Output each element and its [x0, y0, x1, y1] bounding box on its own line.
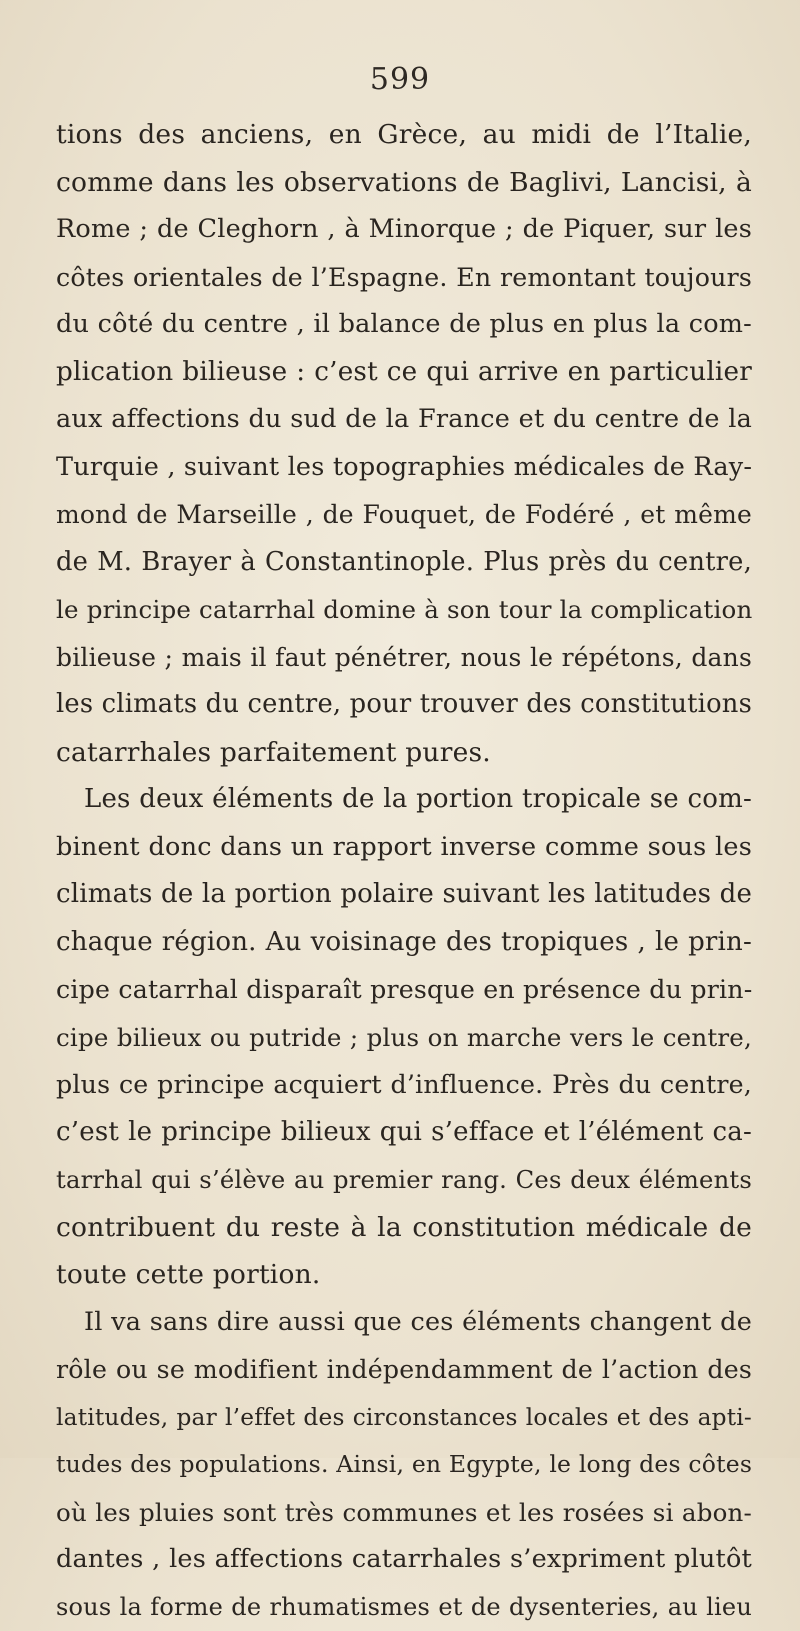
- text-line: cipe bilieux ou putride ; plus on marche vers le centre,: [56, 1014, 752, 1062]
- text-line: comme dans les observations de Baglivi, Lancisi, à: [56, 159, 752, 207]
- text-line: le principe catarrhal domine à son tour la complication: [56, 586, 752, 634]
- text-line: du côté du centre , il balance de plus en plus la com-: [56, 301, 752, 349]
- text-line: Rome ; de Cleghorn , à Minorque ; de Piquer, sur les: [56, 206, 752, 254]
- text-line: où les pluies sont très communes et les rosées si abon-: [56, 1489, 752, 1537]
- text-line: c’est le principe bilieux qui s’efface et l’élément ca-: [56, 1109, 752, 1157]
- text-line: contribuent du reste à la constitution médicale de: [56, 1204, 752, 1252]
- text-line: climats de la portion polaire suivant les latitudes de: [56, 871, 752, 919]
- text-line: dantes , les affections catarrhales s’expriment plutôt: [56, 1536, 752, 1584]
- text-line: mond de Marseille , de Fouquet, de Fodéré , et même: [56, 491, 752, 539]
- text-line: de M. Brayer à Constantinople. Plus près du centre,: [56, 539, 752, 587]
- text-line: Turquie , suivant les topographies médicales de Ray-: [56, 444, 752, 492]
- page-number: 599: [0, 62, 800, 98]
- text-line: chaque région. Au voisinage des tropiques , le prin-: [56, 919, 752, 967]
- text-line: bilieuse ; mais il faut pénétrer, nous le répétons, dans: [56, 634, 752, 682]
- text-line: sous la forme de rhumatismes et de dysenteries, au lieu: [56, 1584, 752, 1631]
- text-line: rôle ou se modifient indépendamment de l’action des: [56, 1346, 752, 1394]
- text-line: latitudes, par l’effet des circonstances locales et des apti-: [56, 1394, 752, 1442]
- text-line: tions des anciens, en Grèce, au midi de l’Italie,: [56, 111, 752, 159]
- text-line: côtes orientales de l’Espagne. En remontant toujours: [56, 254, 752, 302]
- paragraph-start-line: Il va sans dire aussi que ces éléments changent de: [56, 1299, 752, 1347]
- text-line: aux affections du sud de la France et du centre de la: [56, 396, 752, 444]
- text-line: cipe catarrhal disparaît presque en présence du prin-: [56, 966, 752, 1014]
- paragraph-end-line: catarrhales parfaitement pures.: [56, 729, 752, 777]
- text-line: tudes des populations. Ainsi, en Egypte, le long des côtes: [56, 1441, 752, 1489]
- text-line: plication bilieuse : c’est ce qui arrive en particulier: [56, 349, 752, 397]
- text-line: tarrhal qui s’élève au premier rang. Ces deux éléments: [56, 1156, 752, 1204]
- paragraph-start-line: Les deux éléments de la portion tropicale se com-: [56, 776, 752, 824]
- text-line: plus ce principe acquiert d’influence. Près du centre,: [56, 1061, 752, 1109]
- paragraph-end-line: toute cette portion.: [56, 1251, 752, 1299]
- text-line: binent donc dans un rapport inverse comme sous les: [56, 824, 752, 872]
- body-text: [56, 111, 752, 1631]
- text-line: les climats du centre, pour trouver des constitutions: [56, 681, 752, 729]
